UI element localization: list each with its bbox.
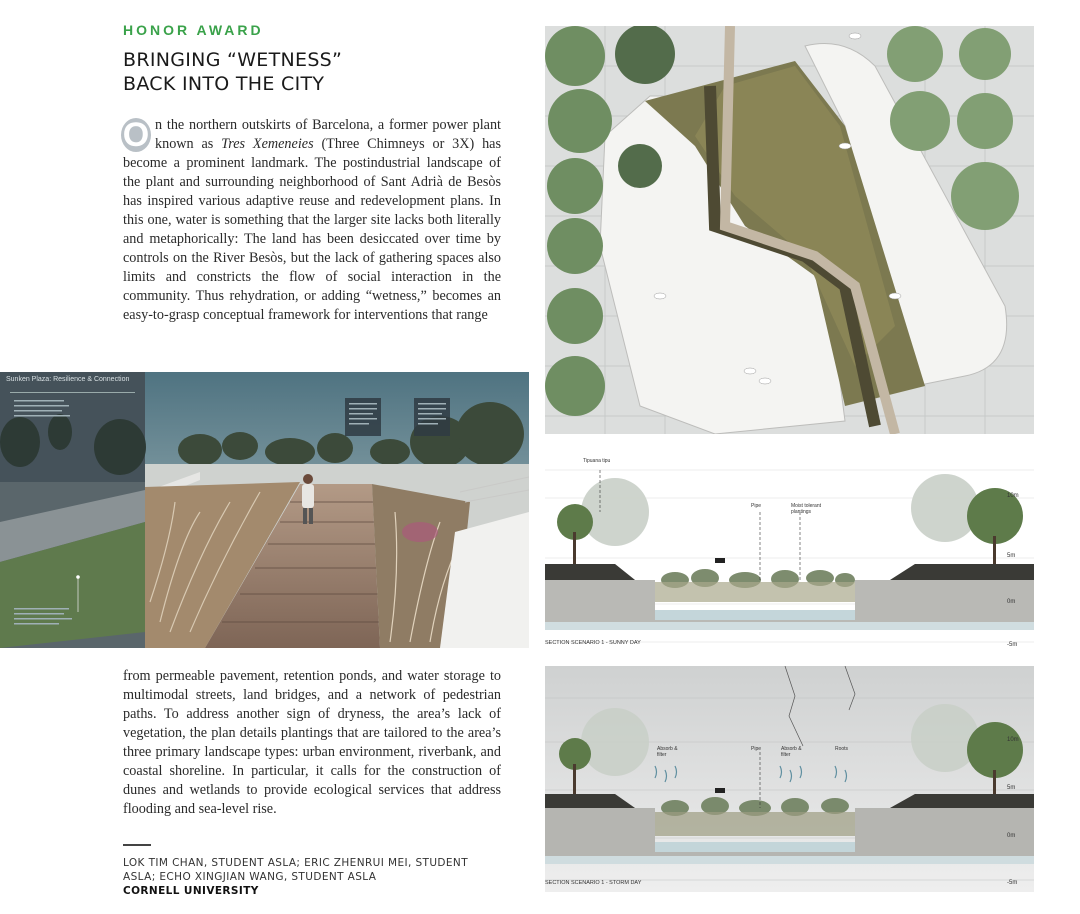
article-title [123,48,342,96]
label-pipe-sunny: Pipe [751,503,762,509]
tick-5m-sunny: 5m [1007,553,1016,559]
label-absorb-filter-2: Absorb & filter [781,746,802,758]
body-1-italic: Tres Xemeneies [221,136,314,152]
label-pipe-storm: Pipe [751,746,762,752]
credits-line-2: ASLA; ECHO XINGJIAN WANG, STUDENT ASLA [123,871,377,883]
tick-0m-storm: 0m [1007,833,1016,839]
site-plan-illustration [545,26,1034,434]
tick-neg5m-storm: -5m [1007,880,1018,886]
label-plantings: Moist tolerant plantings [791,503,822,515]
kicker-honor-award: HONOR AWARD [123,22,264,38]
tick-10m-sunny: 10m [1007,493,1019,499]
tick-5m-storm: 5m [1007,785,1016,791]
credits-divider [123,844,151,846]
credits [123,856,468,898]
credits-school: CORNELL UNIVERSITY [123,885,259,897]
credits-line-1: LOK TIM CHAN, STUDENT ASLA; ERIC ZHENRUI MEI, STUDENT [123,857,469,869]
tick-0m-sunny: 0m [1007,599,1016,605]
body-paragraph-1 [123,116,501,325]
caption-storm: SECTION SCENARIO 1 - STORM DAY [545,880,642,886]
perspective-render [0,372,529,648]
section-sunny-day [545,452,1034,652]
title-line-2: BACK INTO THE CITY [123,73,325,95]
label-absorb-filter-1: Absorb & filter [657,746,678,758]
render-overlay-title: Sunken Plaza: Resilience & Connection [6,376,130,383]
tick-10m-storm: 10m [1007,737,1019,743]
caption-sunny: SECTION SCENARIO 1 - SUNNY DAY [545,640,641,646]
title-line-1: BRINGING “WETNESS” [123,49,343,71]
body-1-start: n the northern outskirts of Barcelona, a former power plant known as [155,117,501,152]
label-tipuana: Tipuana tipu [583,458,611,464]
render-illustration [0,372,529,648]
label-roots: Roots [835,746,849,752]
tick-neg5m-sunny: -5m [1007,642,1018,648]
section-sunny-illustration [545,452,1034,652]
section-storm-illustration [545,666,1034,892]
body-paragraph-2: from permeable pavement, retention ponds, and water storage to multimodal streets, land bridges, and a network of pedestrian paths. To address another sign of dryness, the area’s lack of vegetation, the plan details plantings that are tailored to the area’s three primary landscape types: urban environment, riverbank, and coastal shoreline. In particular, it calls for the construction of dunes and wetlands to provide ecological services that address flooding and sea-level rise. [123,668,501,817]
drop-cap: O [122,116,150,154]
section-storm-day [545,666,1034,892]
body-1-rest: (Three Chimneys or 3X) has become a prominent landmark. The postindustrial landscape of the plant and surrounding neighborhood of Sant Adrià de Besòs has inspired various adaptive reuse and redevelopment plans. In this one, water is something that the larger site lacks both literally and metaphorically: The land has been desiccated over time by controls on the River Besòs, but the lack of gathering spaces also limits and constricts the flow of social interaction in the community. Thus rehydration, or adding “wetness,” becomes an easy-to-grasp conceptual framework for interventions that range [123,136,501,323]
site-plan [545,26,1034,434]
